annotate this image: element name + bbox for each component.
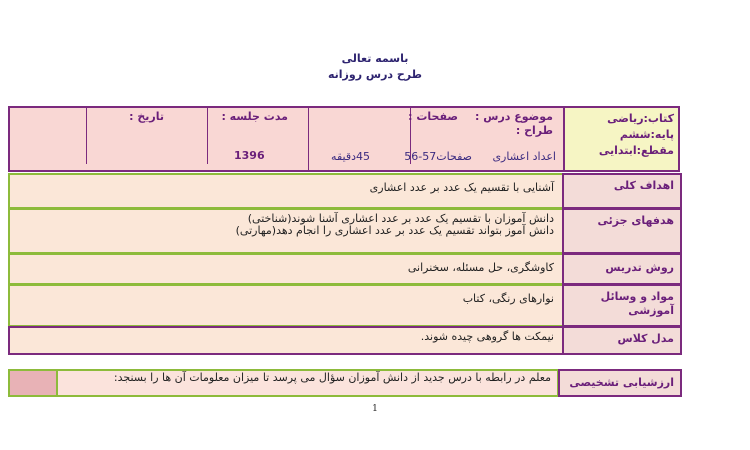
- date-label: تاریخ :: [129, 110, 164, 123]
- general-goals-label-cell: [562, 173, 682, 209]
- course-subject: کتاب:ریاضی: [607, 112, 674, 125]
- duration-value: 45دقیقه: [331, 150, 370, 163]
- assessment-label-cell: [558, 369, 682, 397]
- class-model-label-cell: [562, 326, 682, 355]
- duration-label: مدت جلسه :: [221, 110, 288, 123]
- document-subtitle: طرح درس روزانه: [327, 68, 423, 81]
- partial-goals-line: دانش آموز بتواند تقسیم یک عدد بر عدد اعشاری را انجام دهد(مهارتی): [235, 224, 554, 237]
- pages-value: صفحات57-56: [404, 150, 472, 163]
- header-divider: [86, 108, 87, 164]
- course-grade: پایه:ششم: [619, 128, 674, 141]
- assessment-blank-cell: [8, 369, 58, 397]
- assessment-label: ارزشیابی تشخیصی: [569, 376, 674, 389]
- teaching-method-line: کاوشگری، حل مسئله، سخنرانی: [407, 261, 554, 274]
- pages-label: صفحات :: [408, 110, 458, 123]
- document-title: باسمه تعالی: [341, 52, 409, 65]
- course-level: مقطع:ابتدایی: [598, 144, 674, 157]
- class-model-label: مدل کلاس: [617, 332, 674, 345]
- teaching-method-content: [8, 253, 564, 285]
- partial-goals-label: هدفهای جزئی: [597, 214, 674, 227]
- teaching-method-label-cell: [562, 253, 682, 285]
- general-goals-content: [8, 173, 564, 209]
- partial-goals-line: دانش آموزان با تقسیم یک عدد بر عدد اعشاری آشنا شوند(شناختی): [247, 212, 554, 225]
- designer-label: طراح :: [515, 124, 553, 137]
- materials-line: نوارهای رنگی، کتاب: [462, 292, 554, 305]
- partial-goals-label-cell: [562, 208, 682, 254]
- page-number: 1: [372, 404, 378, 414]
- partial-goals-content: [8, 208, 564, 254]
- class-model-content: [8, 326, 564, 355]
- topic-value: اعداد اعشاری: [492, 150, 556, 163]
- header-divider: [308, 108, 309, 170]
- assessment-content: [56, 369, 559, 397]
- teaching-method-label: روش تدریس: [605, 261, 674, 274]
- topic-label: موضوع درس :: [475, 110, 553, 123]
- header-divider: [207, 108, 208, 164]
- materials-content: [8, 284, 564, 327]
- assessment-text: معلم در رابطه با درس جدید از دانش آموزان سؤال می پرسد تا میزان معلومات آن ها را بسنجد:: [113, 371, 551, 384]
- course-info-cell: [563, 106, 680, 172]
- class-model-line: نیمکت ها گروهی چیده شوند.: [420, 330, 554, 343]
- general-goals-line: آشنایی با تقسیم یک عدد بر عدد اعشاری: [369, 181, 554, 194]
- materials-label: مواد و وسائل آموزشی: [600, 290, 674, 317]
- general-goals-label: اهداف کلی: [613, 179, 674, 192]
- date-value: 1396: [234, 149, 265, 162]
- materials-label-cell: [562, 284, 682, 327]
